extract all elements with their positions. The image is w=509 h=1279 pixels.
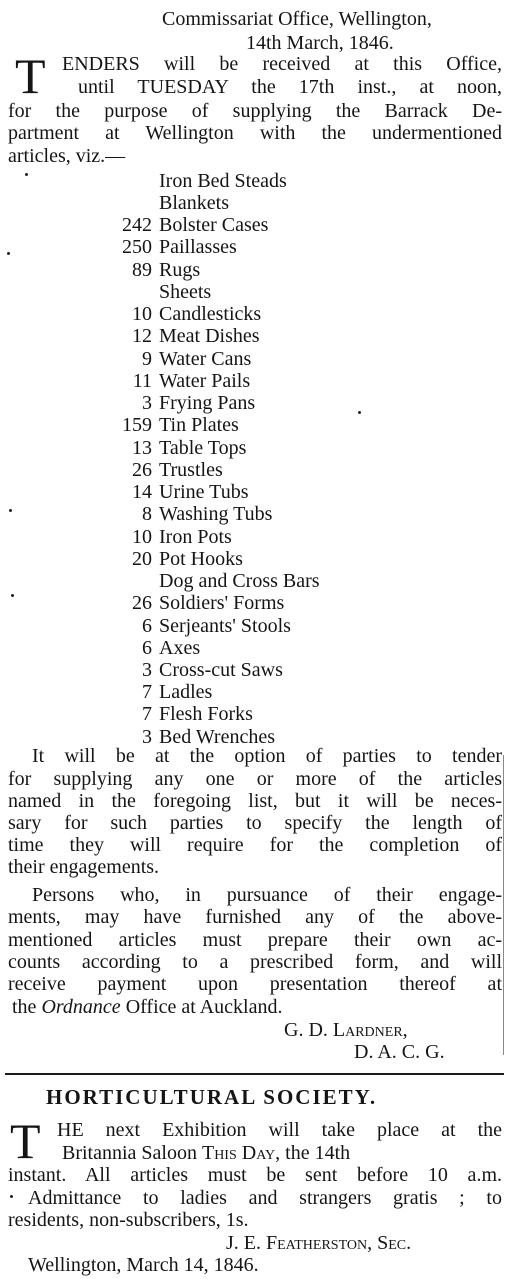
item-name: Blankets bbox=[159, 192, 229, 214]
ink-speck bbox=[7, 252, 10, 255]
ink-speck bbox=[9, 509, 12, 512]
para2-line-2: ments, may have furnished any of the above- bbox=[8, 906, 502, 928]
articles-list bbox=[92, 170, 472, 750]
signature-name: G. D. Lardner, bbox=[284, 1019, 408, 1041]
para2-text: the bbox=[12, 996, 42, 1018]
para2-line-4: counts according to a prescribed form, and will bbox=[8, 951, 502, 973]
para2-line-1: Persons who, in pursuance of their engage- bbox=[32, 884, 502, 906]
item-name: Sheets bbox=[159, 281, 212, 303]
para2-line-6 bbox=[12, 996, 282, 1018]
exhibition-dateline: Wellington, March 14, 1846. bbox=[28, 1254, 259, 1276]
dateline: Commissariat Office, Wellington, bbox=[162, 8, 432, 30]
item-quantity: 11 bbox=[132, 370, 152, 392]
exhibition-line-1: HE next Exhibition will take place at the bbox=[57, 1119, 502, 1141]
ink-speck bbox=[358, 411, 361, 414]
para1-line-6: their engagements. bbox=[8, 856, 160, 878]
item-quantity: 20 bbox=[132, 548, 152, 570]
item-name: Axes bbox=[159, 637, 201, 659]
item-name: Candlesticks bbox=[159, 303, 262, 325]
item-name: Cross-cut Saws bbox=[159, 659, 283, 681]
drop-cap: T bbox=[10, 1113, 41, 1169]
intro-line-3: for the purpose of supplying the Barrack De- bbox=[8, 100, 502, 122]
item-quantity: 3 bbox=[142, 726, 152, 748]
this-day-text: This Day bbox=[201, 1142, 276, 1164]
item-quantity: 26 bbox=[132, 592, 152, 614]
notice-date: 14th March, 1846. bbox=[246, 32, 394, 54]
item-name: Iron Bed Steads bbox=[159, 170, 287, 192]
item-quantity: 250 bbox=[122, 236, 152, 258]
item-name: Water Cans bbox=[159, 348, 252, 370]
ordnance-italic: Ordnance bbox=[41, 996, 121, 1018]
item-quantity: 6 bbox=[142, 637, 152, 659]
item-name: Bed Wrenches bbox=[159, 726, 276, 748]
exhibition-line-2 bbox=[62, 1142, 350, 1164]
item-name: Water Pails bbox=[159, 370, 251, 392]
item-quantity: 26 bbox=[132, 459, 152, 481]
para2-text: Office at Auckland. bbox=[120, 996, 283, 1018]
item-quantity: 12 bbox=[132, 325, 152, 347]
exhibition-text: , the 14th bbox=[275, 1142, 351, 1164]
para1-line-5: time they will require for the completion of bbox=[8, 834, 502, 856]
para1-line-1: It will be at the option of parties to tender bbox=[32, 745, 502, 767]
para2-line-5: receive payment upon presentation thereof at bbox=[8, 973, 502, 995]
item-name: Paillasses bbox=[159, 236, 237, 258]
item-quantity: 14 bbox=[132, 481, 152, 503]
item-name: Table Tops bbox=[159, 437, 247, 459]
exhibition-text: Britannia Saloon bbox=[62, 1142, 197, 1164]
para1-line-4: sary for such parties to specify the length of bbox=[8, 812, 502, 834]
item-name: Bolster Cases bbox=[159, 214, 269, 236]
item-name: Urine Tubs bbox=[159, 481, 249, 503]
item-name: Pot Hooks bbox=[159, 548, 243, 570]
ink-speck bbox=[11, 594, 14, 597]
ink-speck bbox=[25, 173, 28, 176]
para2-line-3: mentioned articles must prepare their own ac- bbox=[8, 929, 502, 951]
item-name: Serjeants' Stools bbox=[159, 615, 291, 637]
exhibition-line-4: Admittance to ladies and strangers gratis ; to bbox=[28, 1187, 502, 1209]
horticultural-heading: HORTICULTURAL SOCIETY. bbox=[46, 1085, 378, 1109]
intro-line-4: partment at Wellington with the undermentioned bbox=[8, 122, 502, 144]
para1-line-2: for supplying any one or more of the articles bbox=[8, 768, 502, 790]
item-quantity: 6 bbox=[142, 615, 152, 637]
item-name: Frying Pans bbox=[159, 392, 256, 414]
item-name: Ladles bbox=[159, 681, 213, 703]
item-name: Meat Dishes bbox=[159, 325, 260, 347]
item-quantity: 10 bbox=[132, 303, 152, 325]
item-quantity: 10 bbox=[132, 526, 152, 548]
section-divider bbox=[5, 1073, 504, 1075]
item-name: Dog and Cross Bars bbox=[159, 570, 320, 592]
item-name: Washing Tubs bbox=[159, 503, 273, 525]
item-quantity: 7 bbox=[142, 703, 152, 725]
item-name: Iron Pots bbox=[159, 526, 232, 548]
column-rule bbox=[503, 755, 504, 1055]
intro-line-1: ENDERS will be received at this Office, bbox=[62, 53, 502, 75]
item-name: Flesh Forks bbox=[159, 703, 253, 725]
item-quantity: 242 bbox=[122, 214, 152, 236]
item-quantity: 3 bbox=[142, 659, 152, 681]
drop-cap: T bbox=[15, 48, 46, 104]
signature-title: D. A. C. G. bbox=[354, 1041, 445, 1063]
item-quantity: 89 bbox=[132, 259, 152, 281]
item-quantity: 3 bbox=[142, 392, 152, 414]
item-quantity: 8 bbox=[142, 503, 152, 525]
item-quantity: 159 bbox=[122, 414, 152, 436]
para1-line-3: named in the foregoing list, but it will be neces- bbox=[8, 790, 502, 812]
exhibition-line-5: residents, non-subscribers, 1s. bbox=[8, 1209, 249, 1231]
item-name: Tin Plates bbox=[159, 414, 239, 436]
exhibition-line-3: instant. All articles must be sent before 10 a.m. bbox=[8, 1164, 502, 1186]
secretary-signature: J. E. Featherston, Sec. bbox=[226, 1232, 412, 1254]
item-quantity: 9 bbox=[142, 348, 152, 370]
item-name: Rugs bbox=[159, 259, 201, 281]
intro-line-2: until TUESDAY the 17th inst., at noon, bbox=[78, 76, 502, 98]
intro-line-5: articles, viz.— bbox=[8, 145, 126, 167]
item-quantity: 13 bbox=[132, 437, 152, 459]
item-name: Trustles bbox=[159, 459, 223, 481]
item-quantity: 7 bbox=[142, 681, 152, 703]
item-name: Soldiers' Forms bbox=[159, 592, 285, 614]
ink-speck bbox=[10, 1195, 13, 1198]
